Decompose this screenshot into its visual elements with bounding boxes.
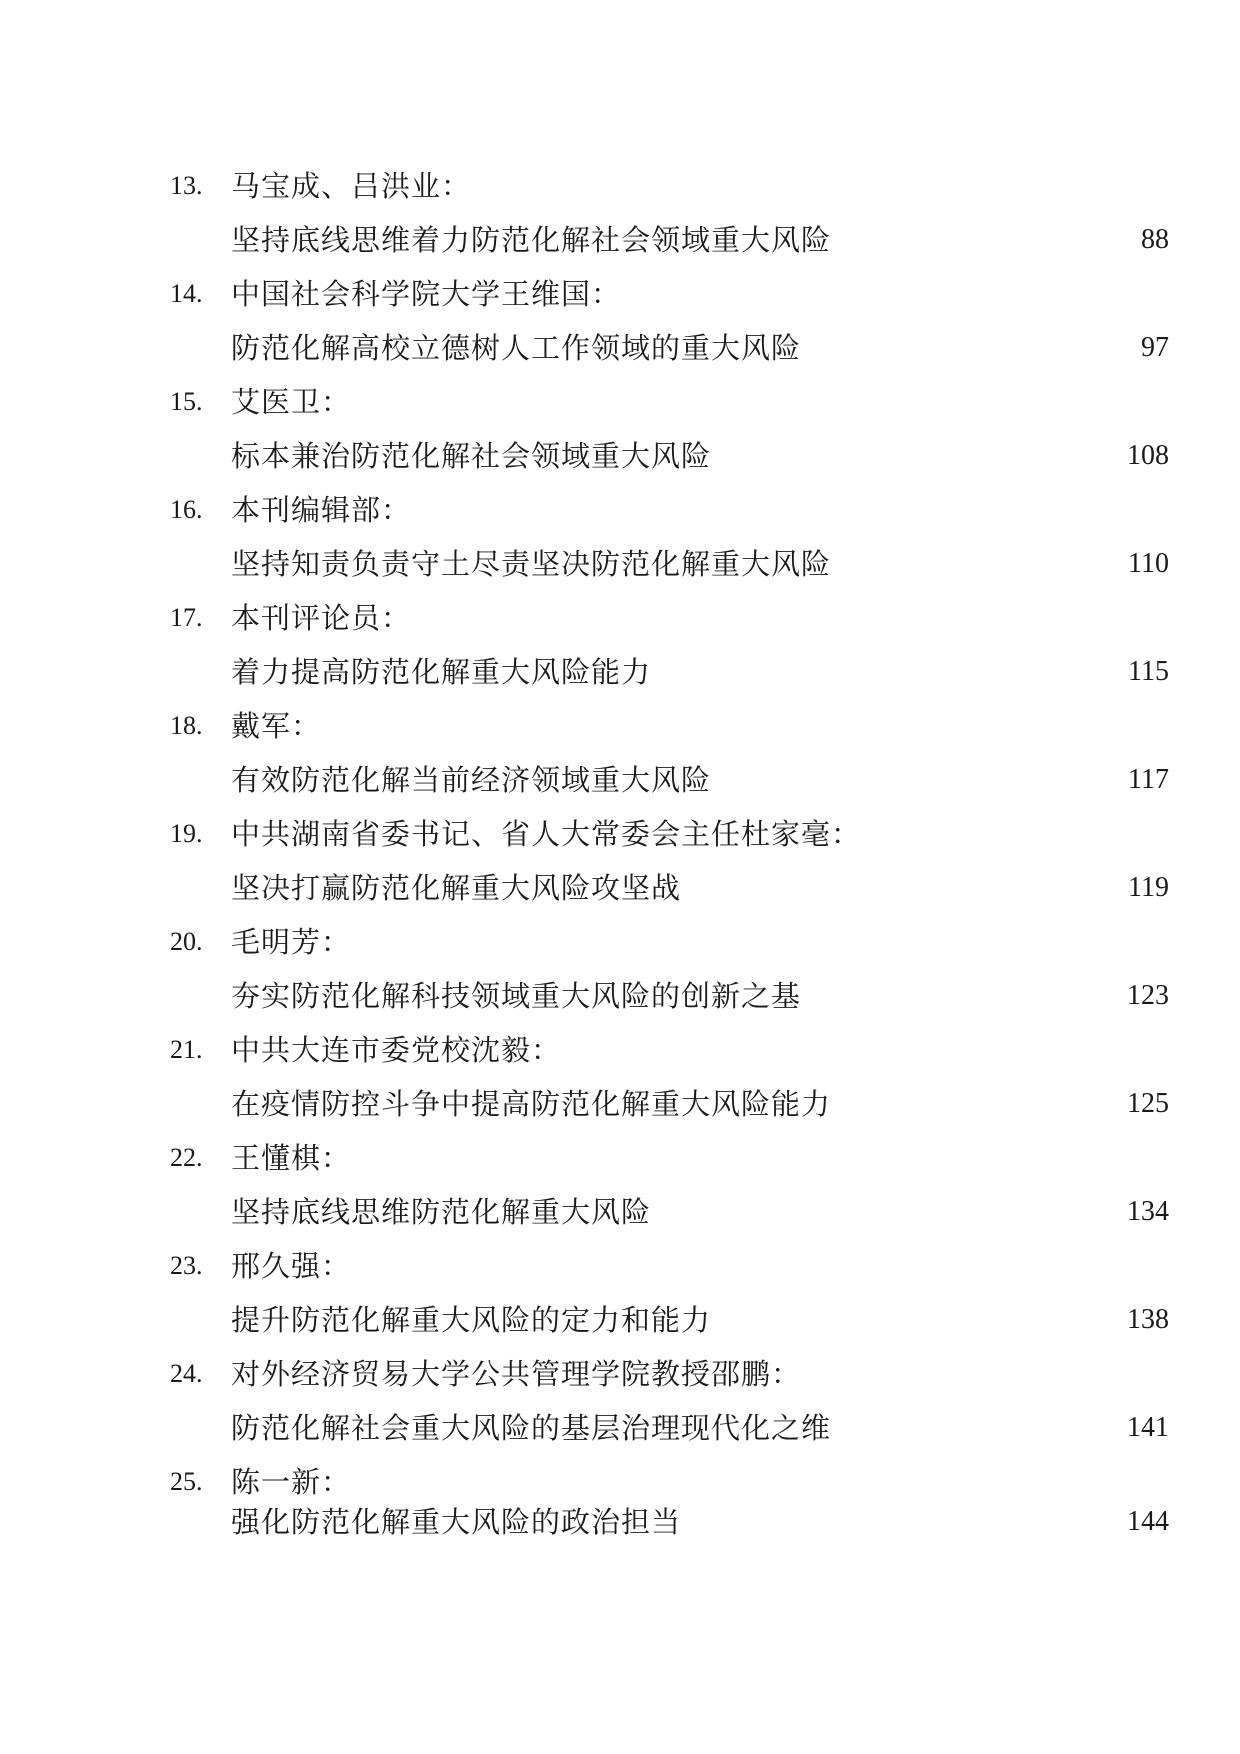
entry-author: 本刊编辑部： <box>231 493 412 527</box>
entry-page-number: 134 <box>1127 1196 1169 1227</box>
author-row <box>0 1024 1240 1078</box>
entry-page-number: 119 <box>1128 872 1169 903</box>
entry-author: 陈一新： <box>231 1465 352 1499</box>
entry-page-number: 123 <box>1127 980 1169 1011</box>
entry-number: 21. <box>170 1035 203 1064</box>
toc-entry-18 <box>0 700 1240 808</box>
title-row <box>0 1402 1240 1456</box>
entry-number: 20. <box>170 927 203 956</box>
entry-page-number: 108 <box>1127 440 1169 471</box>
author-row <box>0 484 1240 538</box>
entry-page-number: 141 <box>1127 1412 1169 1443</box>
entry-page-number: 97 <box>1141 332 1169 363</box>
title-row <box>0 1078 1240 1132</box>
entry-page-number: 144 <box>1127 1506 1169 1537</box>
entry-number: 15. <box>170 387 203 416</box>
toc-entry-15 <box>0 376 1240 484</box>
entry-title: 坚决打赢防范化解重大风险攻坚战 <box>231 871 682 905</box>
title-row <box>0 538 1240 592</box>
entry-page-number: 125 <box>1127 1088 1169 1119</box>
entry-title: 坚持底线思维着力防范化解社会领域重大风险 <box>231 223 832 257</box>
entry-number: 18. <box>170 711 203 740</box>
entry-number: 25. <box>170 1467 203 1496</box>
entry-page-number: 115 <box>1128 656 1169 687</box>
entry-title: 防范化解高校立德树人工作领域的重大风险 <box>231 331 802 365</box>
entry-author: 艾医卫： <box>231 385 352 419</box>
entry-author: 中共大连市委党校沈毅： <box>231 1033 562 1067</box>
toc-entry-16 <box>0 484 1240 592</box>
toc-entry-25 <box>0 1456 1240 1539</box>
toc-entry-14 <box>0 268 1240 376</box>
author-row <box>0 160 1240 214</box>
entry-title: 坚持知责负责守土尽责坚决防范化解重大风险 <box>231 547 832 581</box>
toc-entry-20 <box>0 916 1240 1024</box>
toc-entry-17 <box>0 592 1240 700</box>
entry-page-number: 138 <box>1127 1304 1169 1335</box>
entry-number: 22. <box>170 1143 203 1172</box>
entry-number: 23. <box>170 1251 203 1280</box>
entry-page-number: 88 <box>1141 224 1169 255</box>
entry-author: 邢久强： <box>231 1249 352 1283</box>
title-row <box>0 1186 1240 1240</box>
entry-number: 19. <box>170 819 203 848</box>
entry-title: 坚持底线思维防范化解重大风险 <box>231 1195 652 1229</box>
title-row <box>0 970 1240 1024</box>
title-row <box>0 754 1240 808</box>
entry-title: 防范化解社会重大风险的基层治理现代化之维 <box>231 1411 832 1445</box>
entry-page-number: 110 <box>1128 548 1169 579</box>
author-row <box>0 700 1240 754</box>
entry-author: 中国社会科学院大学王维国： <box>231 277 622 311</box>
toc-entry-13 <box>0 160 1240 268</box>
author-row <box>0 268 1240 322</box>
entry-title: 夯实防范化解科技领域重大风险的创新之基 <box>231 979 802 1013</box>
entry-author: 本刊评论员： <box>231 601 412 635</box>
entry-number: 16. <box>170 495 203 524</box>
title-row <box>0 430 1240 484</box>
author-row <box>0 1348 1240 1402</box>
entry-title: 提升防范化解重大风险的定力和能力 <box>231 1303 712 1337</box>
toc-entry-23 <box>0 1240 1240 1348</box>
toc-entry-22 <box>0 1132 1240 1240</box>
title-row <box>0 646 1240 700</box>
entry-title: 在疫情防控斗争中提高防范化解重大风险能力 <box>231 1087 832 1121</box>
toc-entry-21 <box>0 1024 1240 1132</box>
table-of-contents <box>0 160 1240 1539</box>
title-row <box>0 322 1240 376</box>
author-row <box>0 376 1240 430</box>
author-row <box>0 1132 1240 1186</box>
entry-title: 着力提高防范化解重大风险能力 <box>231 655 652 689</box>
entry-author: 王懂棋： <box>231 1141 352 1175</box>
author-row <box>0 1240 1240 1294</box>
entry-title: 有效防范化解当前经济领域重大风险 <box>231 763 712 797</box>
title-row <box>0 1496 1240 1539</box>
toc-entry-24 <box>0 1348 1240 1456</box>
entry-author: 毛明芳： <box>231 925 352 959</box>
entry-number: 14. <box>170 279 203 308</box>
entry-number: 17. <box>170 603 203 632</box>
entry-author: 戴军： <box>231 709 322 743</box>
entry-author: 马宝成、吕洪业： <box>231 169 472 203</box>
entry-author: 对外经济贸易大学公共管理学院教授邵鹏： <box>231 1357 802 1391</box>
entry-title: 强化防范化解重大风险的政治担当 <box>231 1505 682 1539</box>
title-row <box>0 1294 1240 1348</box>
entry-number: 24. <box>170 1359 203 1388</box>
title-row <box>0 214 1240 268</box>
author-row <box>0 916 1240 970</box>
entry-number: 13. <box>170 171 203 200</box>
title-row <box>0 862 1240 916</box>
toc-entry-19 <box>0 808 1240 916</box>
author-row <box>0 808 1240 862</box>
entry-author: 中共湖南省委书记、省人大常委会主任杜家毫： <box>231 817 862 851</box>
author-row <box>0 592 1240 646</box>
entry-page-number: 117 <box>1128 764 1169 795</box>
entry-title: 标本兼治防范化解社会领域重大风险 <box>231 439 712 473</box>
